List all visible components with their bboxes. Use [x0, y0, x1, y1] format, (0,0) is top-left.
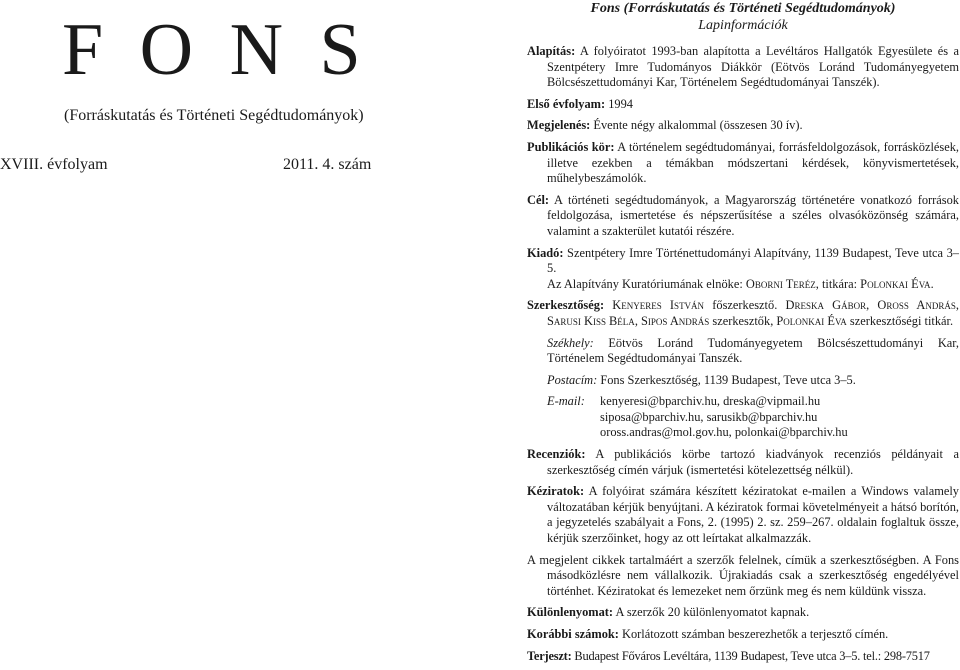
kuratorium-end: .	[930, 276, 934, 291]
separator: ,	[866, 298, 878, 313]
korabbi-paragraph	[527, 627, 959, 643]
journal-logo: F O N S	[62, 9, 370, 91]
publikacios-text: A történelem segédtudományai, forrásfeldolgozások, forrásközlések, illetve ezekben a témákban módszertani kérdések, könyvismertetések, műhelybeszámolók.	[547, 139, 960, 186]
publikacios-label: Publikációs kör:	[527, 139, 615, 154]
megjelenes-label: Megjelenés:	[527, 118, 591, 133]
recenziok-paragraph	[527, 447, 959, 478]
szekhely-label: Székhely:	[547, 335, 594, 350]
szerkeszto-name: Sipos András	[641, 313, 710, 328]
email-list	[600, 394, 848, 441]
szekhely-paragraph	[527, 336, 959, 367]
szerkeszto-name: Oross András	[877, 298, 956, 313]
kulonlenyomat-text: A szerzők 20 különlenyomatot kapnak.	[613, 605, 810, 620]
email-line[interactable]: oross.andras@mol.gov.hu, polonkai@bparchiv.hu	[600, 425, 848, 440]
header-subtitle: Lapinformációk	[698, 18, 788, 33]
page-header	[527, 0, 959, 34]
postacim-paragraph	[527, 373, 959, 389]
elso-text: 1994	[605, 96, 634, 111]
titkar-role: szerkesztőségi titkár.	[846, 313, 954, 328]
elso-evfolyam-paragraph	[527, 97, 959, 113]
kulonlenyomat-paragraph	[527, 605, 959, 621]
megjelent-paragraph: A megjelent cikkek tartalmáért a szerzők felelnek, címük a szerkesztőségben. A Fons másodközlésre nem vállalkozik. Újrakiadás csak a szerkesztőség engedélyével történhet. Kéziratokat és lemezeket nem őrzünk meg és nem küldünk vissza.	[527, 552, 959, 598]
cel-text: A történeti segédtudományok, a Magyarország történetére vonatkozó források feldolgozása, ismertetése és népszerűsítése a széles olvasóközönség számára, valamint a szakterület kutatói részére.	[547, 192, 959, 238]
kiado-paragraph	[527, 246, 959, 293]
volume-label: XVIII. évfolyam	[0, 156, 108, 173]
email-block	[527, 394, 959, 441]
cel-label: Cél:	[527, 192, 550, 207]
korabbi-text: Korlátozott számban beszerezhetők a terjesztő címén.	[618, 627, 889, 641]
email-label: E-mail:	[547, 394, 585, 409]
titkar-name: Polonkai Éva	[776, 313, 847, 328]
terjeszto-label: Terjeszt:	[527, 648, 572, 663]
info-panel	[527, 0, 959, 670]
megjelenes-paragraph	[527, 118, 959, 134]
kiado-text: Szentpétery Imre Történettudományi Alapítvány, 1139 Budapest, Teve utca 3–5.	[547, 245, 959, 276]
szerkeszto-role: szerkesztők,	[709, 313, 777, 328]
header-title: Fons (Forráskutatás és Történeti Segédtudományok)	[590, 1, 896, 16]
cover-panel	[0, 0, 395, 617]
recenziok-label: Recenziók:	[527, 447, 586, 462]
elnok-name: Oborni Teréz	[745, 276, 816, 291]
szerkesztoseg-label: Szerkesztőség:	[527, 298, 605, 313]
separator: ,	[634, 313, 642, 328]
alapitas-label: Alapítás:	[527, 44, 576, 58]
alapitas-paragraph	[527, 44, 959, 91]
kulonlenyomat-label: Különlenyomat:	[527, 605, 614, 620]
postacim-text: Fons Szerkesztőség, 1139 Budapest, Teve utca 3–5.	[597, 372, 856, 387]
email-line[interactable]: kenyeresi@bparchiv.hu, dreska@vipmail.hu	[600, 394, 821, 409]
terjeszto-paragraph	[527, 649, 959, 665]
journal-subtitle: (Forráskutatás és Történeti Segédtudományok)	[64, 107, 364, 124]
keziratok-text: A folyóirat számára készített kéziratokat e-mailen a Windows valamely változatában kérjük benyújtani. A kéziratok formai követelményeit a hátsó borítón, a jegyzetelés szabályait a Fons, 2. (1995) 2. sz. 259–267. oldalain foglaltuk össze, kérjük szerzőinket, hogy az ott leírtakat alkalmazzák.	[547, 484, 959, 546]
cel-paragraph	[527, 193, 959, 240]
publikacios-paragraph	[527, 140, 959, 187]
korabbi-label: Korábbi számok:	[527, 627, 619, 641]
szerkeszto-name: Dreska Gábor	[785, 298, 867, 313]
fo-szerkeszto-name: Kenyeres István	[612, 298, 705, 313]
email-line[interactable]: siposa@bparchiv.hu, sarusikb@bparchiv.hu	[600, 409, 818, 424]
issue-label: 2011. 4. szám	[283, 156, 372, 173]
alapitas-text: A folyóiratot 1993-ban alapította a Levéltáros Hallgatók Egyesülete és a Szentpétery Imre Tudományos Diákkör (Eötvös Loránd Tudományegyetem Bölcsészettudományi Kar, Történelem Segédtudományai Tanszék).	[547, 44, 959, 90]
kuratorium-text: Az Alapítvány Kuratóriumának elnöke:	[547, 276, 746, 291]
separator: ,	[955, 298, 959, 313]
elso-label: Első évfolyam:	[527, 96, 606, 111]
titkar-name: Polonkai Éva	[860, 276, 931, 291]
recenziok-text: A publikációs körbe tartozó kiadványok recenziós példányait a szerkesztőség címén várjuk (ismertetési kötelezettség nélkül).	[547, 447, 959, 477]
kuratorium-sep: , titkára:	[815, 276, 861, 291]
kiado-label: Kiadó:	[527, 245, 564, 260]
keziratok-paragraph	[527, 484, 959, 546]
postacim-label: Postacím:	[547, 372, 598, 387]
terjeszto-text: Budapest Főváros Levéltára, 1139 Budapest, Teve utca 3–5. tel.: 298-7517	[571, 648, 930, 663]
keziratok-label: Kéziratok:	[527, 484, 585, 499]
megjelenes-text: Évente négy alkalommal (összesen 30 ív).	[590, 118, 803, 133]
fo-szerkeszto-role: főszerkesztő.	[704, 298, 786, 313]
szekhely-text: Eötvös Loránd Tudományegyetem Bölcsészettudományi Kar, Történelem Segédtudományai Tanszék.	[547, 335, 959, 366]
szerkeszto-name: Sarusi Kiss Béla	[547, 313, 635, 328]
szerkesztoseg-paragraph	[527, 298, 959, 329]
